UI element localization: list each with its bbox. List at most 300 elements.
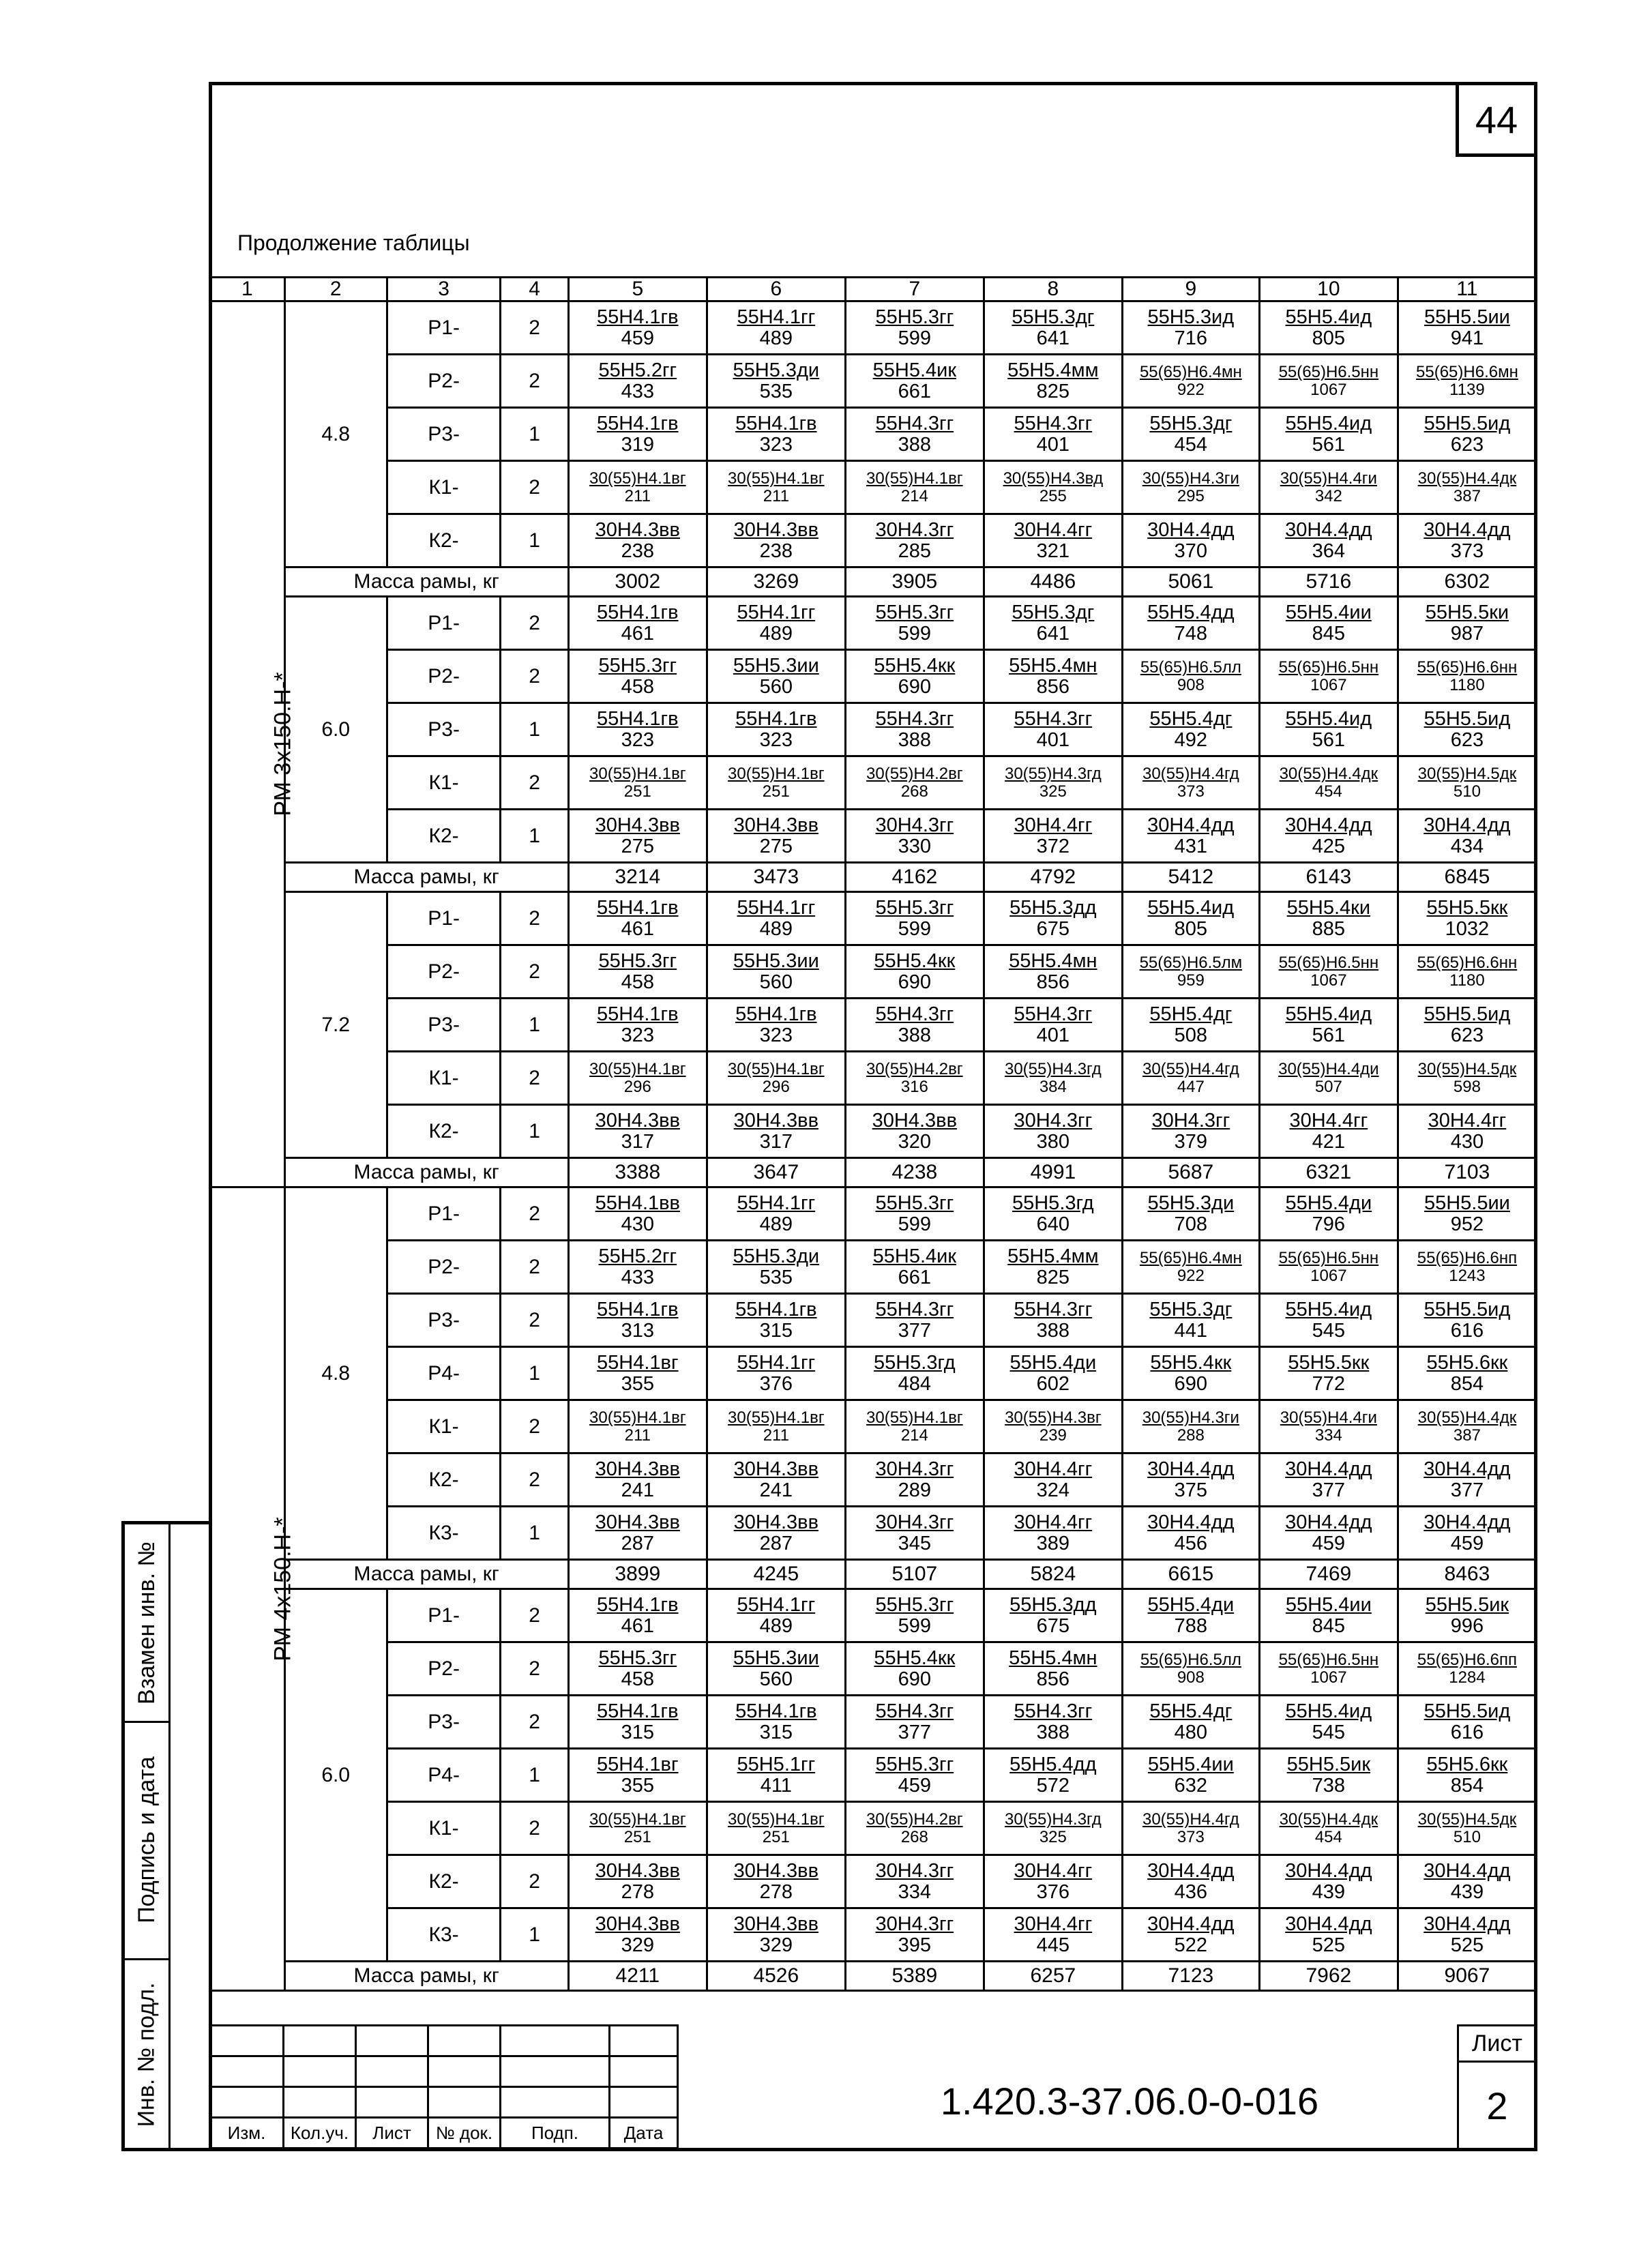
- element-type: 55Н5.3гд: [873, 1352, 956, 1374]
- element-cell: [568, 1400, 707, 1453]
- frame-mass-value: 3269: [707, 567, 845, 597]
- element-type: 55Н5.5ии: [1424, 306, 1510, 329]
- element-type: 30(55)Н4.4гд: [1142, 1060, 1239, 1079]
- element-cell: [984, 1749, 1122, 1802]
- element-type: 30Н4.4дд: [1424, 1860, 1511, 1883]
- element-type: 55Н5.4мм: [1007, 1245, 1099, 1268]
- element-cell: [845, 1908, 984, 1962]
- element-type: 30(55)Н4.4ги: [1280, 469, 1377, 488]
- element-type: 55Н5.4мн: [1009, 1647, 1097, 1670]
- element-mark: Р4-: [387, 1347, 500, 1400]
- element-mass: 507: [1314, 1077, 1342, 1096]
- element-type: 30Н4.4дд: [1147, 1511, 1235, 1534]
- element-type: 30Н4.3вв: [595, 814, 680, 837]
- element-mass: 268: [900, 1827, 928, 1846]
- element-type: 55Н5.4дг: [1149, 1003, 1233, 1026]
- element-mass: 825: [1036, 1266, 1070, 1288]
- frame-mass-row: [210, 567, 1537, 597]
- element-type: 30(55)Н4.3гд: [1004, 765, 1102, 784]
- element-mass: 456: [1174, 1532, 1208, 1554]
- label-signature: Подп.: [501, 2118, 610, 2149]
- element-cell: [1259, 408, 1398, 461]
- element-type: 55Н4.3гг: [875, 1299, 954, 1321]
- element-mass: 387: [1453, 486, 1481, 505]
- label-izm: Изм.: [210, 2118, 284, 2149]
- element-mass: 379: [1174, 1130, 1208, 1153]
- element-type: 30Н4.4гг: [1014, 1458, 1093, 1481]
- element-cell: [707, 1241, 845, 1294]
- element-type: 55Н5.4ид: [1285, 1700, 1372, 1723]
- table-row: [210, 1507, 1537, 1560]
- element-mass: 445: [1036, 1934, 1070, 1956]
- element-cell: [845, 408, 984, 461]
- element-cell: [707, 355, 845, 408]
- element-cell: [845, 1642, 984, 1696]
- element-cell: [1259, 1453, 1398, 1507]
- element-type: 30Н4.4дд: [1147, 1860, 1235, 1883]
- element-mass: 389: [1036, 1532, 1070, 1554]
- element-mark: К2-: [387, 810, 500, 863]
- frame-mass-value: 4991: [984, 1158, 1122, 1187]
- element-cell: [707, 1507, 845, 1560]
- element-mass: 561: [1312, 433, 1346, 456]
- element-mass: 364: [1312, 540, 1346, 562]
- element-cell: [984, 1347, 1122, 1400]
- element-mark: Р2-: [387, 1241, 500, 1294]
- element-mass: 599: [898, 1614, 932, 1637]
- element-cell: [1122, 597, 1259, 650]
- element-mark: Р3-: [387, 703, 500, 756]
- element-type: 55Н5.3ди: [733, 359, 820, 382]
- table-row: [210, 1855, 1537, 1908]
- element-cell: [707, 703, 845, 756]
- element-cell: [1398, 1855, 1536, 1908]
- table-row: [210, 999, 1537, 1052]
- element-cell: [1122, 408, 1259, 461]
- element-quantity: 1: [501, 1908, 568, 1962]
- element-type: 30Н4.3вв: [733, 1110, 818, 1132]
- element-mass: 376: [759, 1372, 793, 1395]
- element-cell: [1398, 892, 1536, 945]
- element-cell: [984, 1696, 1122, 1749]
- element-quantity: 2: [501, 1453, 568, 1507]
- element-mass: 690: [898, 971, 932, 993]
- element-mass: 430: [1450, 1130, 1484, 1153]
- element-mass: 329: [759, 1934, 793, 1956]
- element-type: 30(55)Н4.3гд: [1004, 1060, 1102, 1079]
- left-stamp: [121, 1521, 209, 2151]
- element-type: 55Н4.1гв: [597, 1594, 679, 1616]
- element-type: 55Н5.3ди: [733, 1245, 820, 1268]
- element-mass: 355: [621, 1372, 654, 1395]
- element-cell: [568, 1187, 707, 1241]
- element-type: 30Н4.4дд: [1424, 814, 1511, 837]
- element-mass: 433: [621, 1266, 654, 1288]
- frame-mass-value: 3388: [568, 1158, 707, 1187]
- element-mass: 296: [762, 1077, 790, 1096]
- element-cell: [845, 1507, 984, 1560]
- series-name: РМ 3х150.Н-*: [210, 301, 285, 1187]
- element-type: 55Н5.2гг: [598, 1245, 677, 1268]
- element-type: 55(65)Н6.5нн: [1278, 1249, 1379, 1268]
- element-mass: 388: [898, 728, 932, 751]
- frame-mass-value: 4486: [984, 567, 1122, 597]
- element-mass: 690: [1174, 1372, 1208, 1395]
- table-row: [210, 408, 1537, 461]
- element-cell: [568, 597, 707, 650]
- element-mass: 690: [898, 675, 932, 698]
- element-cell: [1259, 1696, 1398, 1749]
- element-mass: 325: [1039, 782, 1067, 801]
- element-cell: [845, 1241, 984, 1294]
- element-mass: 959: [1177, 971, 1205, 990]
- element-mass: 480: [1174, 1721, 1208, 1743]
- element-quantity: 1: [501, 703, 568, 756]
- table-row: [210, 1105, 1537, 1158]
- element-quantity: 2: [501, 355, 568, 408]
- element-type: 55Н5.5ки: [1425, 602, 1509, 624]
- element-type: 55Н5.4мм: [1007, 359, 1099, 382]
- element-cell: [1259, 1855, 1398, 1908]
- element-cell: [568, 1855, 707, 1908]
- element-quantity: 1: [501, 1749, 568, 1802]
- element-type: 30(55)Н4.1вг: [589, 765, 686, 784]
- element-type: 55Н5.3ид: [1147, 306, 1235, 329]
- element-mass: 845: [1312, 622, 1346, 645]
- element-mass: 289: [898, 1479, 932, 1501]
- element-mass: 908: [1177, 1668, 1205, 1687]
- element-cell: [1398, 810, 1536, 863]
- element-type: 55Н4.3гг: [1014, 1003, 1093, 1026]
- element-type: 30(55)Н4.3ги: [1142, 1408, 1239, 1428]
- element-cell: [1259, 999, 1398, 1052]
- element-type: 55Н4.1гв: [597, 602, 679, 624]
- element-cell: [568, 1241, 707, 1294]
- element-type: 55Н5.4ии: [1147, 1754, 1234, 1776]
- element-type: 30Н4.3вв: [733, 1458, 818, 1481]
- element-type: 30Н4.4дд: [1285, 1458, 1372, 1481]
- element-type: 55Н4.1гв: [597, 708, 679, 730]
- element-type: 30Н4.3вв: [595, 519, 680, 542]
- element-cell: [1259, 1400, 1398, 1453]
- frame-mass-value: 7962: [1259, 1962, 1398, 1991]
- element-cell: [984, 1294, 1122, 1347]
- element-cell: [845, 703, 984, 756]
- element-mass: 922: [1177, 1266, 1205, 1285]
- element-cell: [845, 1589, 984, 1642]
- element-mass: 425: [1312, 835, 1346, 857]
- element-type: 55Н5.4мн: [1009, 655, 1097, 677]
- element-mass: 489: [759, 327, 793, 349]
- element-mass: 748: [1174, 622, 1208, 645]
- element-mass: 430: [621, 1213, 654, 1235]
- element-mass: 489: [759, 1213, 793, 1235]
- element-cell: [845, 810, 984, 863]
- element-type: 30(55)Н4.1вг: [728, 469, 825, 488]
- element-cell: [1122, 945, 1259, 999]
- element-cell: [845, 1749, 984, 1802]
- element-mass: 489: [759, 622, 793, 645]
- element-mass: 370: [1174, 540, 1208, 562]
- element-cell: [845, 892, 984, 945]
- element-cell: [984, 892, 1122, 945]
- element-cell: [1122, 1642, 1259, 1696]
- title-block: [209, 2024, 1537, 2151]
- element-cell: [568, 945, 707, 999]
- table-row: [210, 514, 1537, 567]
- element-mass: 510: [1453, 1827, 1481, 1846]
- element-cell: [707, 1187, 845, 1241]
- element-mass: 661: [898, 1266, 932, 1288]
- frame-mass-label: Масса рамы, кг: [284, 1962, 568, 1991]
- table-row: [210, 461, 1537, 514]
- element-type: 55Н5.4ик: [872, 1245, 957, 1268]
- element-mark: К3-: [387, 1908, 500, 1962]
- element-cell: [568, 1507, 707, 1560]
- element-mass: 854: [1450, 1372, 1484, 1395]
- element-cell: [707, 1855, 845, 1908]
- element-type: 30Н4.4дд: [1147, 1458, 1235, 1481]
- element-quantity: 2: [501, 1052, 568, 1105]
- element-quantity: 2: [501, 650, 568, 703]
- element-cell: [845, 1696, 984, 1749]
- element-cell: [845, 1400, 984, 1453]
- element-type: 55Н5.5ик: [1425, 1594, 1509, 1616]
- element-type: 30Н4.3гг: [875, 1860, 954, 1883]
- element-cell: [1259, 514, 1398, 567]
- element-mass: 401: [1036, 433, 1070, 456]
- frame-mass-value: 5412: [1122, 863, 1259, 892]
- element-type: 55Н5.4кк: [1150, 1352, 1232, 1374]
- element-mass: 459: [1312, 1532, 1346, 1554]
- element-type: 30Н4.3гг: [875, 519, 954, 542]
- element-type: 55Н5.6кк: [1426, 1352, 1508, 1374]
- element-mass: 1284: [1449, 1668, 1486, 1687]
- element-cell: [568, 892, 707, 945]
- frame-mass-row: [210, 1962, 1537, 1991]
- element-cell: [707, 1105, 845, 1158]
- element-cell: [984, 810, 1122, 863]
- element-type: 55(65)Н6.5лм: [1139, 954, 1243, 973]
- element-type: 55(65)Н6.6нп: [1417, 1249, 1518, 1268]
- element-type: 55Н5.4дг: [1149, 1700, 1233, 1723]
- element-quantity: 2: [501, 1294, 568, 1347]
- element-type: 30(55)Н4.2вг: [866, 1060, 963, 1079]
- element-type: 55Н5.3гг: [875, 602, 954, 624]
- element-quantity: 2: [501, 756, 568, 810]
- element-type: 30Н4.4дд: [1147, 1913, 1235, 1936]
- element-cell: [1122, 756, 1259, 810]
- element-mass: 323: [759, 1024, 793, 1046]
- element-cell: [707, 1642, 845, 1696]
- element-cell: [984, 355, 1122, 408]
- element-type: 55Н5.3дг: [1012, 306, 1095, 329]
- frame-mass-label: Масса рамы, кг: [284, 567, 568, 597]
- table-row: [210, 1241, 1537, 1294]
- table-row: [210, 355, 1537, 408]
- element-cell: [1122, 1105, 1259, 1158]
- element-type: 55Н4.1гг: [737, 1352, 816, 1374]
- element-mass: 433: [621, 380, 654, 402]
- element-cell: [707, 1802, 845, 1855]
- element-quantity: 2: [501, 1642, 568, 1696]
- element-cell: [568, 1696, 707, 1749]
- element-type: 55Н5.4кк: [874, 655, 956, 677]
- element-mass: 388: [1036, 1721, 1070, 1743]
- element-type: 55Н5.3дд: [1009, 897, 1097, 919]
- element-mass: 329: [621, 1934, 654, 1956]
- element-mark: К3-: [387, 1507, 500, 1560]
- element-mass: 372: [1036, 835, 1070, 857]
- table-row: [210, 1642, 1537, 1696]
- element-type: 55Н4.1гг: [737, 1192, 816, 1215]
- element-type: 30Н4.3гг: [875, 1458, 954, 1481]
- frame-mass-value: 3002: [568, 567, 707, 597]
- element-cell: [1259, 703, 1398, 756]
- element-type: 55(65)Н6.6пп: [1417, 1651, 1517, 1670]
- continuation-caption: Продолжение таблицы: [237, 231, 470, 255]
- element-cell: [984, 1453, 1122, 1507]
- element-mass: 560: [759, 675, 793, 698]
- element-mass: 295: [1177, 486, 1205, 505]
- element-cell: [1398, 650, 1536, 703]
- element-type: 30(55)Н4.1вг: [589, 469, 686, 488]
- element-cell: [984, 1802, 1122, 1855]
- frame-mass-value: 5389: [845, 1962, 984, 1991]
- element-cell: [845, 1855, 984, 1908]
- element-type: 55Н5.5ии: [1424, 1192, 1510, 1215]
- element-type: 30(55)Н4.1вг: [589, 1408, 686, 1428]
- element-mass: 395: [898, 1934, 932, 1956]
- element-mass: 661: [898, 380, 932, 402]
- element-cell: [845, 355, 984, 408]
- table-row: [210, 703, 1537, 756]
- column-header: 1: [210, 278, 285, 301]
- element-cell: [568, 810, 707, 863]
- element-cell: [1259, 1642, 1398, 1696]
- element-cell: [1122, 1749, 1259, 1802]
- element-mass: 561: [1312, 728, 1346, 751]
- element-cell: [1398, 1347, 1536, 1400]
- element-cell: [1398, 1908, 1536, 1962]
- element-mass: 508: [1174, 1024, 1208, 1046]
- element-mass: 461: [621, 1614, 654, 1637]
- frame-mass-row: [210, 863, 1537, 892]
- element-mass: 560: [759, 971, 793, 993]
- label-doc-no: № док.: [428, 2118, 501, 2149]
- element-type: 55Н5.3гд: [1012, 1192, 1094, 1215]
- element-cell: [1398, 1241, 1536, 1294]
- element-type: 55Н5.4ии: [1285, 1594, 1372, 1616]
- element-type: 55Н5.3ди: [1147, 1192, 1235, 1215]
- element-cell: [1398, 1187, 1536, 1241]
- frame-mass-label: Масса рамы, кг: [284, 1560, 568, 1589]
- element-mark: К2-: [387, 1855, 500, 1908]
- element-mass: 772: [1312, 1372, 1346, 1395]
- element-type: 55(65)Н6.6нн: [1417, 658, 1518, 677]
- element-cell: [1122, 461, 1259, 514]
- element-mass: 401: [1036, 1024, 1070, 1046]
- height-value: 6.0: [284, 597, 387, 863]
- frame-mass-value: 6615: [1122, 1560, 1259, 1589]
- element-cell: [1398, 1749, 1536, 1802]
- element-cell: [1122, 1453, 1259, 1507]
- element-type: 30Н4.4дд: [1147, 519, 1235, 542]
- element-type: 55Н5.3гг: [598, 655, 677, 677]
- column-header: 7: [845, 278, 984, 301]
- element-mark: Р1-: [387, 1589, 500, 1642]
- stamp-signature-date: Подпись и дата: [125, 1721, 168, 1960]
- element-mass: 342: [1314, 486, 1342, 505]
- element-mass: 941: [1450, 327, 1484, 349]
- element-mass: 275: [759, 835, 793, 857]
- element-mass: 320: [898, 1130, 932, 1153]
- element-mass: 484: [898, 1372, 932, 1395]
- element-cell: [1122, 1589, 1259, 1642]
- element-quantity: 1: [501, 408, 568, 461]
- element-mark: К1-: [387, 1400, 500, 1453]
- element-cell: [845, 1802, 984, 1855]
- element-cell: [845, 301, 984, 355]
- element-type: 55Н5.4ки: [1286, 897, 1371, 919]
- element-cell: [1259, 461, 1398, 514]
- element-mark: К2-: [387, 514, 500, 567]
- element-mass: 1067: [1310, 380, 1347, 399]
- element-type: 30Н4.3вв: [733, 814, 818, 837]
- element-type: 55Н5.4ии: [1285, 602, 1372, 624]
- element-type: 30(55)Н4.1вг: [728, 1060, 825, 1079]
- element-type: 30(55)Н4.5дк: [1417, 1810, 1517, 1829]
- element-cell: [1122, 355, 1259, 408]
- element-type: 30Н4.3вв: [595, 1110, 680, 1132]
- element-mass: 251: [762, 1827, 790, 1846]
- element-cell: [1122, 1855, 1259, 1908]
- element-type: 30(55)Н4.1вг: [866, 469, 963, 488]
- element-type: 30(55)Н4.1вг: [728, 1810, 825, 1829]
- element-mass: 319: [621, 433, 654, 456]
- element-mass: 987: [1450, 622, 1484, 645]
- element-cell: [568, 650, 707, 703]
- element-cell: [845, 1347, 984, 1400]
- element-mass: 623: [1450, 1024, 1484, 1046]
- element-cell: [707, 1294, 845, 1347]
- element-mass: 492: [1174, 728, 1208, 751]
- element-type: 55Н5.2гг: [598, 359, 677, 382]
- element-cell: [1122, 1908, 1259, 1962]
- element-mass: 387: [1453, 1426, 1481, 1445]
- element-mass: 251: [762, 782, 790, 801]
- stamp-divider: [168, 1524, 171, 2148]
- element-type: 30Н4.3вв: [595, 1511, 680, 1534]
- element-type: 30(55)Н4.4ди: [1278, 1060, 1379, 1079]
- frame-mass-value: 3899: [568, 1560, 707, 1589]
- element-mass: 345: [898, 1532, 932, 1554]
- element-mass: 315: [759, 1319, 793, 1342]
- element-cell: [1259, 892, 1398, 945]
- element-mass: 489: [759, 1614, 793, 1637]
- element-cell: [1122, 1241, 1259, 1294]
- element-mass: 908: [1177, 675, 1205, 694]
- element-type: 30Н4.4дд: [1424, 1458, 1511, 1481]
- element-cell: [1122, 1294, 1259, 1347]
- element-mass: 599: [898, 327, 932, 349]
- element-mass: 545: [1312, 1721, 1346, 1743]
- element-type: 55Н5.3гг: [598, 950, 677, 973]
- element-mass: 377: [1450, 1479, 1484, 1501]
- element-type: 30Н4.4дд: [1285, 519, 1372, 542]
- element-type: 30(55)Н4.1вг: [589, 1060, 686, 1079]
- element-cell: [1259, 1802, 1398, 1855]
